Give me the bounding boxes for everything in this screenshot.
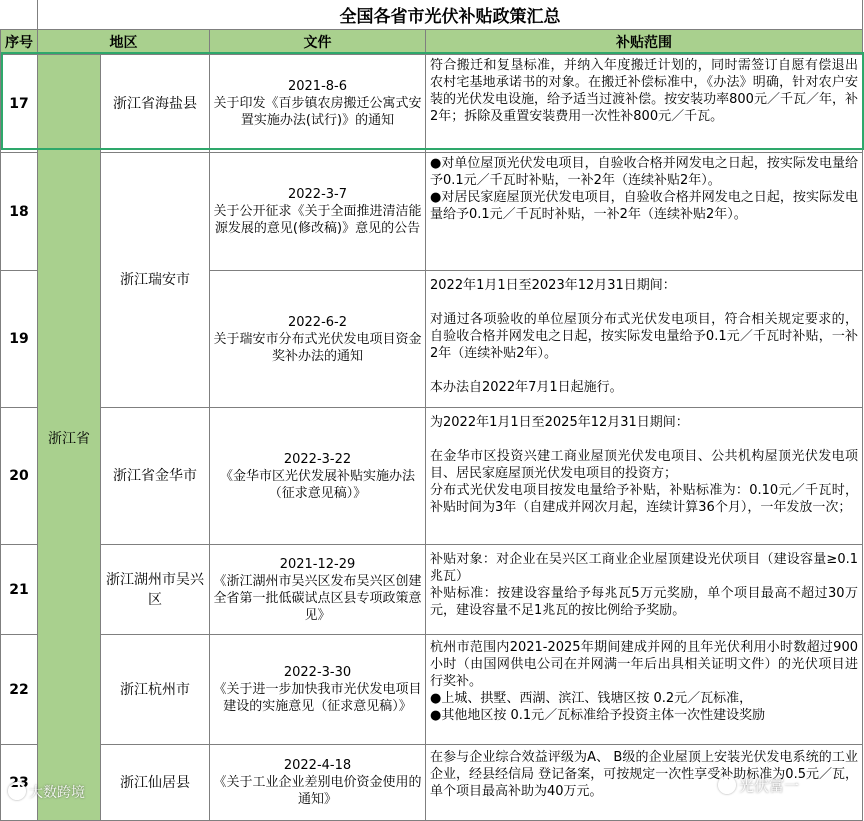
scope-text: 本办法自2022年7月1日起施行。: [430, 380, 623, 395]
scope-text: 2022年1月1日至2023年12月31日期间：: [430, 278, 676, 293]
scope-text: 符合搬迁和复垦标准，并纳入年度搬迁计划的，同时需签订自愿有偿退出农村宅基地承诺书的对象。在搬迁补偿标准中，《办法》明确，针对农户安装的光伏发电设施，给予适当过渡补偿。按安装功率800元／千瓦／年，补2年；拆除及重置安装费用一次性补800元／千瓦。: [430, 58, 858, 124]
doc-date: 2022-3-7: [287, 187, 347, 202]
scope-text: 为2022年1月1日至2025年12月31日期间：: [430, 415, 689, 430]
doc-cell: [210, 55, 426, 153]
title-blank-cell: [1, 0, 38, 30]
row-number: 17: [1, 55, 38, 153]
region-cell: 浙江仙居县: [101, 745, 210, 821]
province-cell: 浙江省: [38, 55, 101, 821]
header-scope: 补贴范围: [426, 30, 863, 55]
doc-date: 2021-12-29: [279, 556, 356, 572]
table-row: [1, 153, 863, 271]
region-cell: 浙江瑞安市: [101, 153, 210, 408]
row-number: 18: [1, 153, 38, 271]
doc-cell: [210, 408, 426, 545]
doc-cell: [210, 635, 426, 745]
scope-text: 分布式光伏发电项目按发电量给予补贴，补贴标准为：0.10元／千瓦时，补贴时间为3年（自建成并网次月起，连续计算36个月），一年发放一次；: [430, 483, 858, 515]
row-number: 21: [1, 545, 38, 635]
doc-date: 2021-8-6: [287, 79, 347, 94]
scope-cell: [426, 271, 863, 408]
doc-title: 《关于进一步加快我市光伏发电项目建设的实施意见（征求意见稿）》: [213, 682, 422, 714]
table-row: [1, 408, 863, 545]
watermark-right-text: 光伏富一: [739, 777, 800, 795]
doc-title: 关于瑞安市分布式光伏发电项目资金奖补办法的通知: [213, 331, 422, 364]
region-cell: 浙江杭州市: [101, 635, 210, 745]
row-number: 23: [1, 745, 38, 821]
region-cell: 浙江省金华市: [101, 408, 210, 545]
wechat-logo-icon: [718, 776, 736, 794]
scope-text: ●其他地区按 0.1元／瓦标准给予投资主体一次性建设奖励: [430, 708, 766, 723]
header-num: 序号: [1, 30, 38, 55]
scope-cell: [426, 635, 863, 745]
doc-cell: [210, 271, 426, 408]
doc-title: 关于公开征求《关于全面推进清洁能源发展的意见(修改稿)》意见的公告: [213, 204, 422, 236]
doc-cell: [210, 545, 426, 635]
region-cell: 浙江湖州市吴兴区: [101, 545, 210, 635]
row-number: 19: [1, 271, 38, 408]
scope-text: ●对居民家庭屋顶光伏发电项目，自验收合格并网发电之日起，按实际发电量给予0.1元／千瓦时补贴，一补2年（连续补贴2年）。: [430, 190, 858, 222]
doc-title: 关于印发《百步镇农房搬迁公寓式安置实施办法(试行)》的通知: [213, 96, 422, 128]
scope-cell: [426, 545, 863, 635]
scope-text: 补贴标准：按建设容量给予每兆瓦5万元奖励，单个项目最高不超过30万元，建设容量不足1兆瓦的按比例给予奖励。: [430, 586, 858, 618]
scope-cell: [426, 408, 863, 545]
scope-text: 补贴对象：对企业在吴兴区工商业企业屋顶建设光伏项目（建设容量≥0.1兆瓦）: [430, 552, 858, 584]
doc-date: 2022-4-18: [283, 758, 352, 773]
row-number: 22: [1, 635, 38, 745]
table-row: [1, 545, 863, 635]
scope-cell: [426, 153, 863, 271]
scope-text: 对通过各项验收的单位屋顶分布式光伏发电项目，符合相关规定要求的，自验收合格并网发电之日起，按实际发电量给予0.1元／千瓦时补贴，一补2年（连续补贴2年）。: [430, 312, 858, 361]
row-number: 20: [1, 408, 38, 545]
watermark-left-text: 大数跨境: [29, 785, 85, 801]
doc-title: 《金华市区光伏发展补贴实施办法（征求意见稿）》: [219, 468, 415, 501]
watermark-logo-icon: [8, 782, 26, 800]
doc-cell: [210, 745, 426, 821]
table-title: 全国各省市光伏补贴政策汇总: [38, 0, 863, 30]
doc-cell: [210, 153, 426, 271]
header-row: [1, 30, 863, 55]
scope-text: ●对单位屋顶光伏发电项目，自验收合格并网发电之日起，按实际发电量给予0.1元／千瓦时补贴，一补2年（连续补贴2年）。: [430, 156, 858, 188]
watermark-right: [718, 775, 799, 796]
scope-cell: [426, 55, 863, 153]
header-region: 地区: [38, 30, 210, 55]
doc-title: 《关于工业企业差别电价资金使用的通知》: [213, 775, 422, 807]
scope-text: ●上城、拱墅、西湖、滨江、钱塘区按 0.2元／瓦标准，: [430, 691, 753, 706]
header-doc: 文件: [210, 30, 426, 55]
table-row: [1, 635, 863, 745]
doc-date: 2022-3-22: [283, 451, 352, 467]
doc-date: 2022-3-30: [283, 665, 352, 680]
scope-text: 在金华市区投资兴建工商业屋顶光伏发电项目、公共机构屋顶光伏发电项目、居民家庭屋顶光伏发电项目的投资方；: [430, 449, 858, 481]
watermark-left: [8, 782, 85, 802]
doc-title: 《浙江湖州市吴兴区发布吴兴区创建全省第一批低碳试点区县专项政策意见》: [213, 573, 422, 623]
region-cell: 浙江省海盐县: [101, 55, 210, 153]
table-row: [1, 55, 863, 153]
doc-date: 2022-6-2: [287, 314, 347, 330]
scope-text: 杭州市范围内2021-2025年期间建成并网的且年光伏利用小时数超过900小时（由国网供电公司在并网满一年后出具相关证明文件）的光伏项目进行奖补。: [430, 640, 858, 689]
scope-text: 在参与企业综合效益评级为A、 B级的企业屋顶上安装光伏发电系统的工业企业，经县经信局 登记备案，可按规定一次性享受补助标准为0.5元／瓦，单个项目最高补助为40万元。: [430, 750, 858, 799]
